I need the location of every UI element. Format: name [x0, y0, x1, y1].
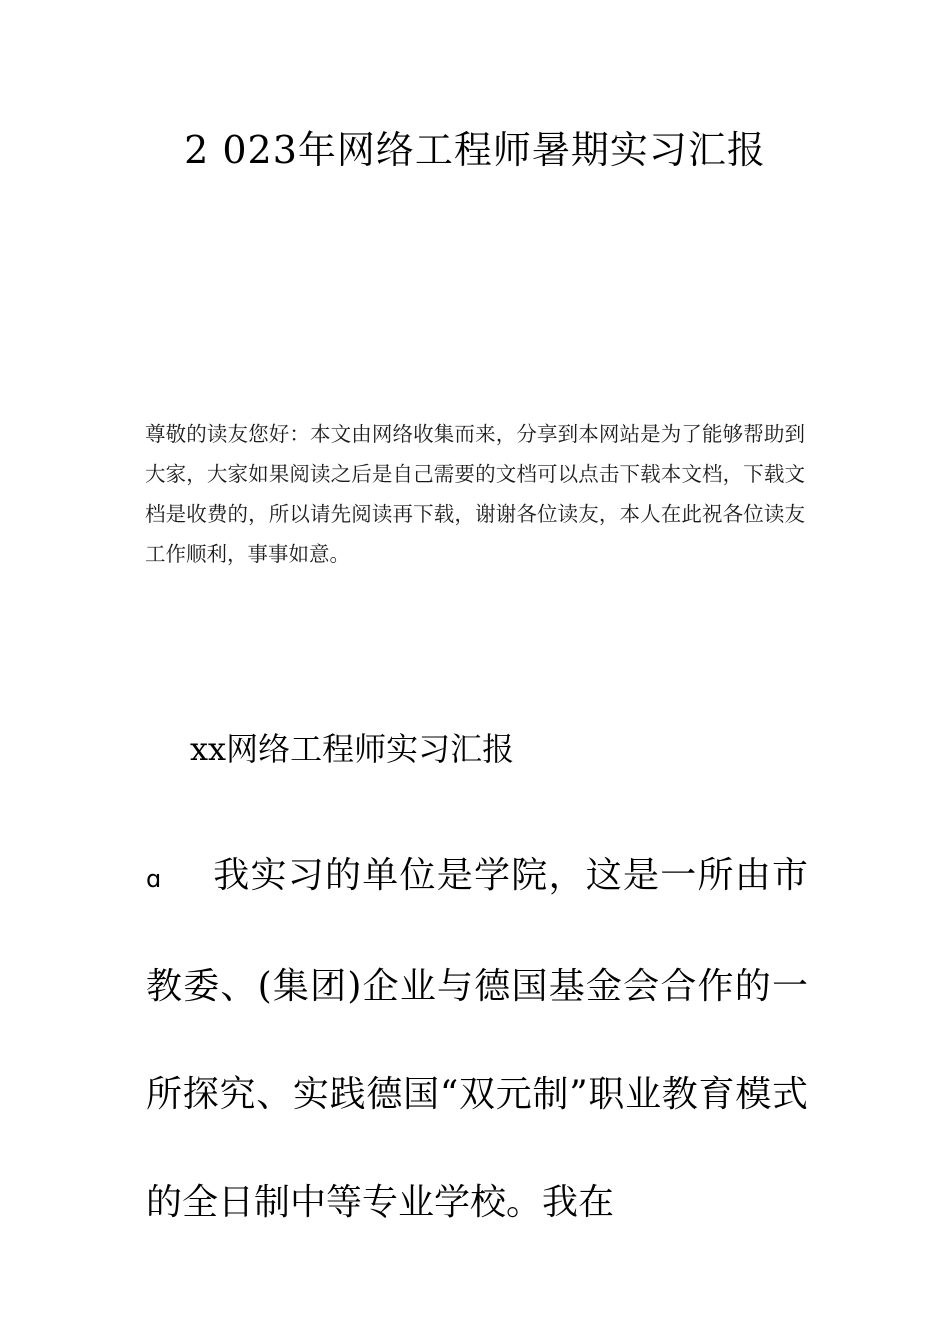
report-subtitle: xx网络工程师实习汇报: [190, 730, 515, 768]
body-paragraph-text: 我实习的单位是学院，这是一所由市教委、(集团)企业与德国基金会合作的一所探究、实践德国“双元制”职业教育模式的全日制中等专业学校。我在: [146, 855, 808, 1223]
document-title: 2 023年网络工程师暑期实习汇报: [184, 128, 766, 172]
body-paragraph: [146, 822, 808, 1257]
paragraph-mark: ɑ: [146, 865, 162, 893]
reader-notice: 尊敬的读友您好：本文由网络收集而来，分享到本网站是为了能够帮助到大家，大家如果阅读之后是自己需要的文档可以点击下载本文档，下载文档是收费的，所以请先阅读再下载，谢谢各位读友，本人在此祝各位读友工作顺利，事事如意。: [145, 422, 805, 566]
